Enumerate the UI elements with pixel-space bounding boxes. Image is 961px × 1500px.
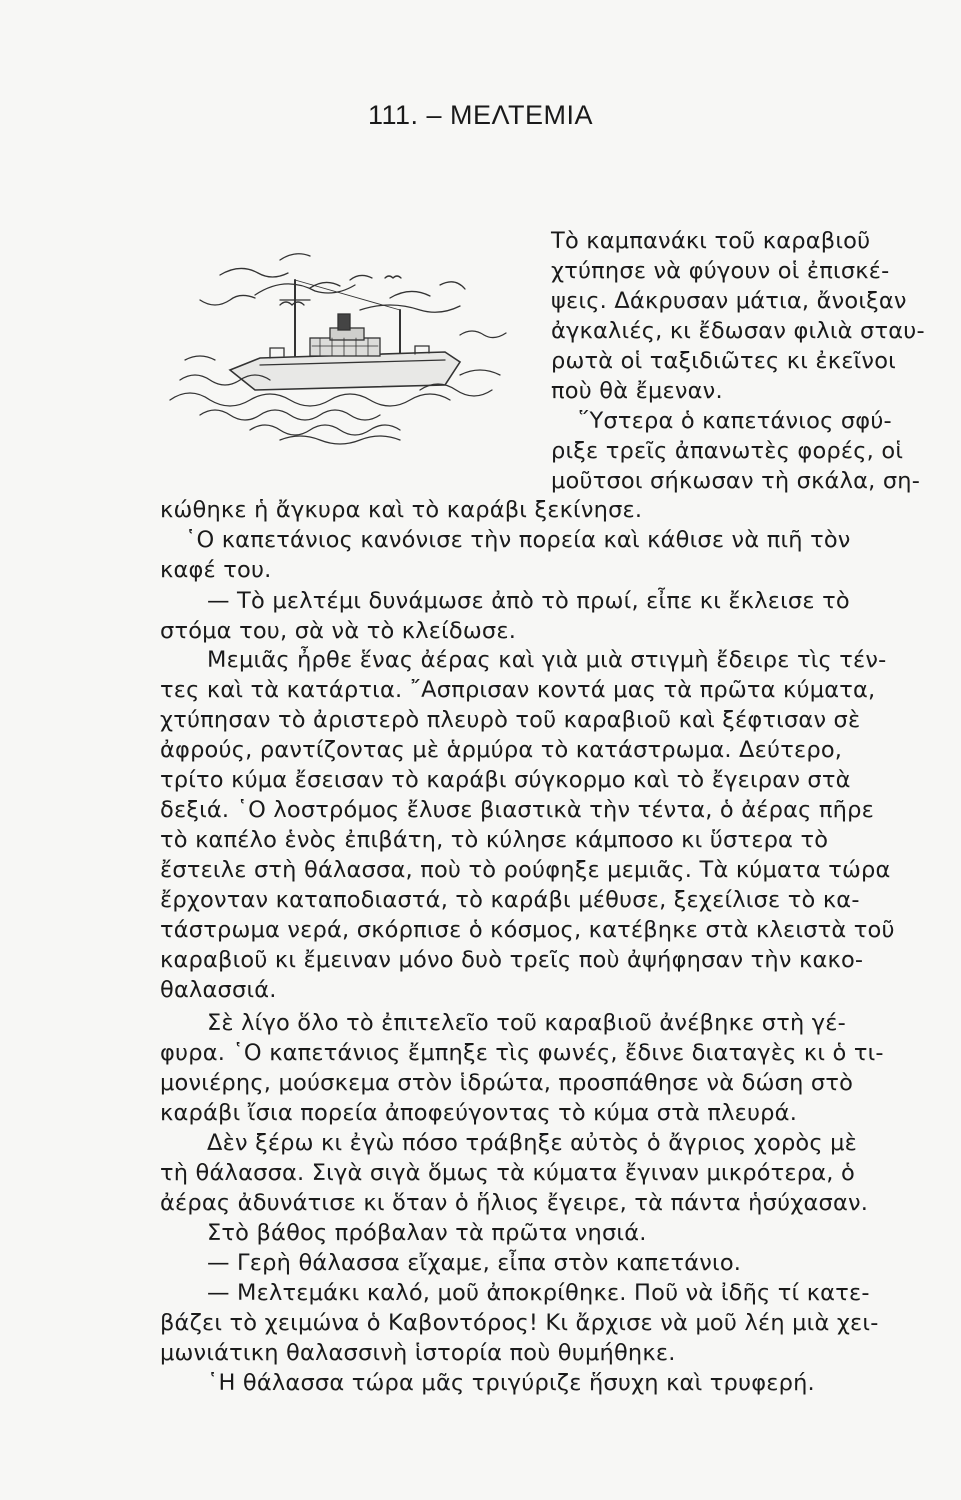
text-line: τὴ θάλασσα. Σιγὰ σιγὰ ὅμως τὰ κύματα ἔγιναν μικρότερα, ὁ [160,1160,855,1186]
text-line: ρωτὰ οἱ ταξιδιῶτες κι ἐκεῖνοι [551,348,896,374]
text-line: ριξε τρεῖς ἀπανωτὲς φορές, οἱ [551,438,904,464]
text-line: στόμα του, σὰ νὰ τὸ κλείδωσε. [160,618,517,644]
text-line: Στὸ βάθος πρόβαλαν τὰ πρῶτα νησιά. [207,1220,647,1246]
text-line: καφέ του. [160,557,272,583]
text-line: — Μελτεμάκι καλό, μοῦ ἀποκρίθηκε. Ποῦ νὰ ἰδῆς τί κατε- [207,1280,870,1306]
text-line: ἀγκαλιές, κι ἔδωσαν φιλιὰ σταυ- [551,318,925,344]
text-line: — Γερὴ θάλασσα εἴχαμε, εἶπα στὸν καπετάνιο. [207,1250,742,1276]
text-line: ἀέρας ἀδυνάτισε κι ὅταν ὁ ἥλιος ἔγειρε, τὰ πάντα ἡσύχασαν. [160,1190,869,1216]
text-line: χτύπησε νὰ φύγουν οἱ ἐπισκέ- [551,258,890,284]
text-line: χτύπησαν τὸ ἀριστερὸ πλευρὸ τοῦ καραβιοῦ καὶ ξέφτισαν σὲ [160,707,861,733]
text-line: καράβι ἴσια πορεία ἀποφεύγοντας τὸ κύμα στὰ πλευρά. [160,1100,798,1126]
text-line: μονιέρης, μούσκεμα στὸν ἱδρώτα, προσπάθησε νὰ δώση στὸ [160,1070,854,1096]
text-line: βάζει τὸ χειμώνα ὁ Καβοντόρος! Κι ἄρχισε νὰ μοῦ λέη μιὰ χει- [160,1310,879,1336]
text-line: μοῦτσοι σήκωσαν τὴ σκάλα, ση- [551,468,921,494]
text-line: καραβιοῦ κι ἔμειναν μόνο δυὸ τρεῖς ποὺ ἀψήφησαν τὴν κακο- [160,947,864,973]
text-line: Τὸ καμπανάκι τοῦ καραβιοῦ [551,228,871,254]
text-line: τρίτο κύμα ἔσεισαν τὸ καράβι σύγκορμο καὶ τὸ ἔγειραν στὰ [160,767,851,793]
text-line: Μεμιᾶς ἦρθε ἕνας ἀέρας καὶ γιὰ μιὰ στιγμὴ ἔδειρε τὶς τέν- [207,647,887,673]
text-line: θαλασσιά. [160,977,277,1003]
text-line: μωνιάτικη θαλασσινὴ ἱστορία ποὺ θυμήθηκε. [160,1340,676,1366]
text-line: ῾Η θάλασσα τώρα μᾶς τριγύριζε ἥσυχη καὶ τρυφερή. [207,1370,815,1396]
text-line: ἀφρούς, ραντίζοντας μὲ ἁρμύρα τὸ κατάστρωμα. Δεύτερο, [160,737,843,763]
ship-on-waves-icon [160,240,530,450]
text-line: Σὲ λίγο ὅλο τὸ ἐπιτελεῖο τοῦ καραβιοῦ ἀνέβηκε στὴ γέ- [207,1010,846,1036]
text-line: ῞Υστερα ὁ καπετάνιος σφύ- [578,408,892,434]
text-line: ποὺ θὰ ἔμεναν. [551,378,723,404]
text-line: ἔρχονταν καταποδιαστά, τὸ καράβι μέθυσε, ξεχείλισε τὸ κα- [160,887,860,913]
text-line: Δὲν ξέρω κι ἐγὼ πόσο τράβηξε αὐτὸς ὁ ἄγριος χορὸς μὲ [207,1130,858,1156]
text-line: τὸ καπέλο ἑνὸς ἐπιβάτη, τὸ κύλησε κάμποσο κι ὕστερα τὸ [160,827,829,853]
text-line: τάστρωμα νερά, σκόρπισε ὁ κόσμος, κατέβηκε στὰ κλειστὰ τοῦ [160,917,895,943]
text-line: — Τὸ μελτέμι δυνάμωσε ἀπὸ τὸ πρωί, εἶπε κι ἔκλεισε τὸ [207,588,850,614]
text-line: κώθηκε ἡ ἄγκυρα καὶ τὸ καράβι ξεκίνησε. [160,497,643,523]
chapter-title: 111. – ΜΕΛΤΕΜΙΑ [367,100,594,130]
text-line: ἔστειλε στὴ θάλασσα, ποὺ τὸ ρούφηξε μεμιᾶς. Τὰ κύματα τώρα [160,857,891,883]
text-line: τες καὶ τὰ κατάρτια. ῎Ασπρισαν κοντά μας τὰ πρῶτα κύματα, [160,677,876,703]
text-line: ῾Ο καπετάνιος κανόνισε τὴν πορεία καὶ κάθισε νὰ πιῆ τὸν [185,527,851,553]
text-line: ψεις. Δάκρυσαν μάτια, ἄνοιξαν [551,288,907,314]
text-line: δεξιά. ῾Ο λοστρόμος ἔλυσε βιαστικὰ τὴν τέντα, ὁ ἀέρας πῆρε [160,797,874,823]
text-line: φυρα. ῾Ο καπετάνιος ἔμπηξε τὶς φωνές, ἔδινε διαταγὲς κι ὁ τι- [160,1040,884,1066]
